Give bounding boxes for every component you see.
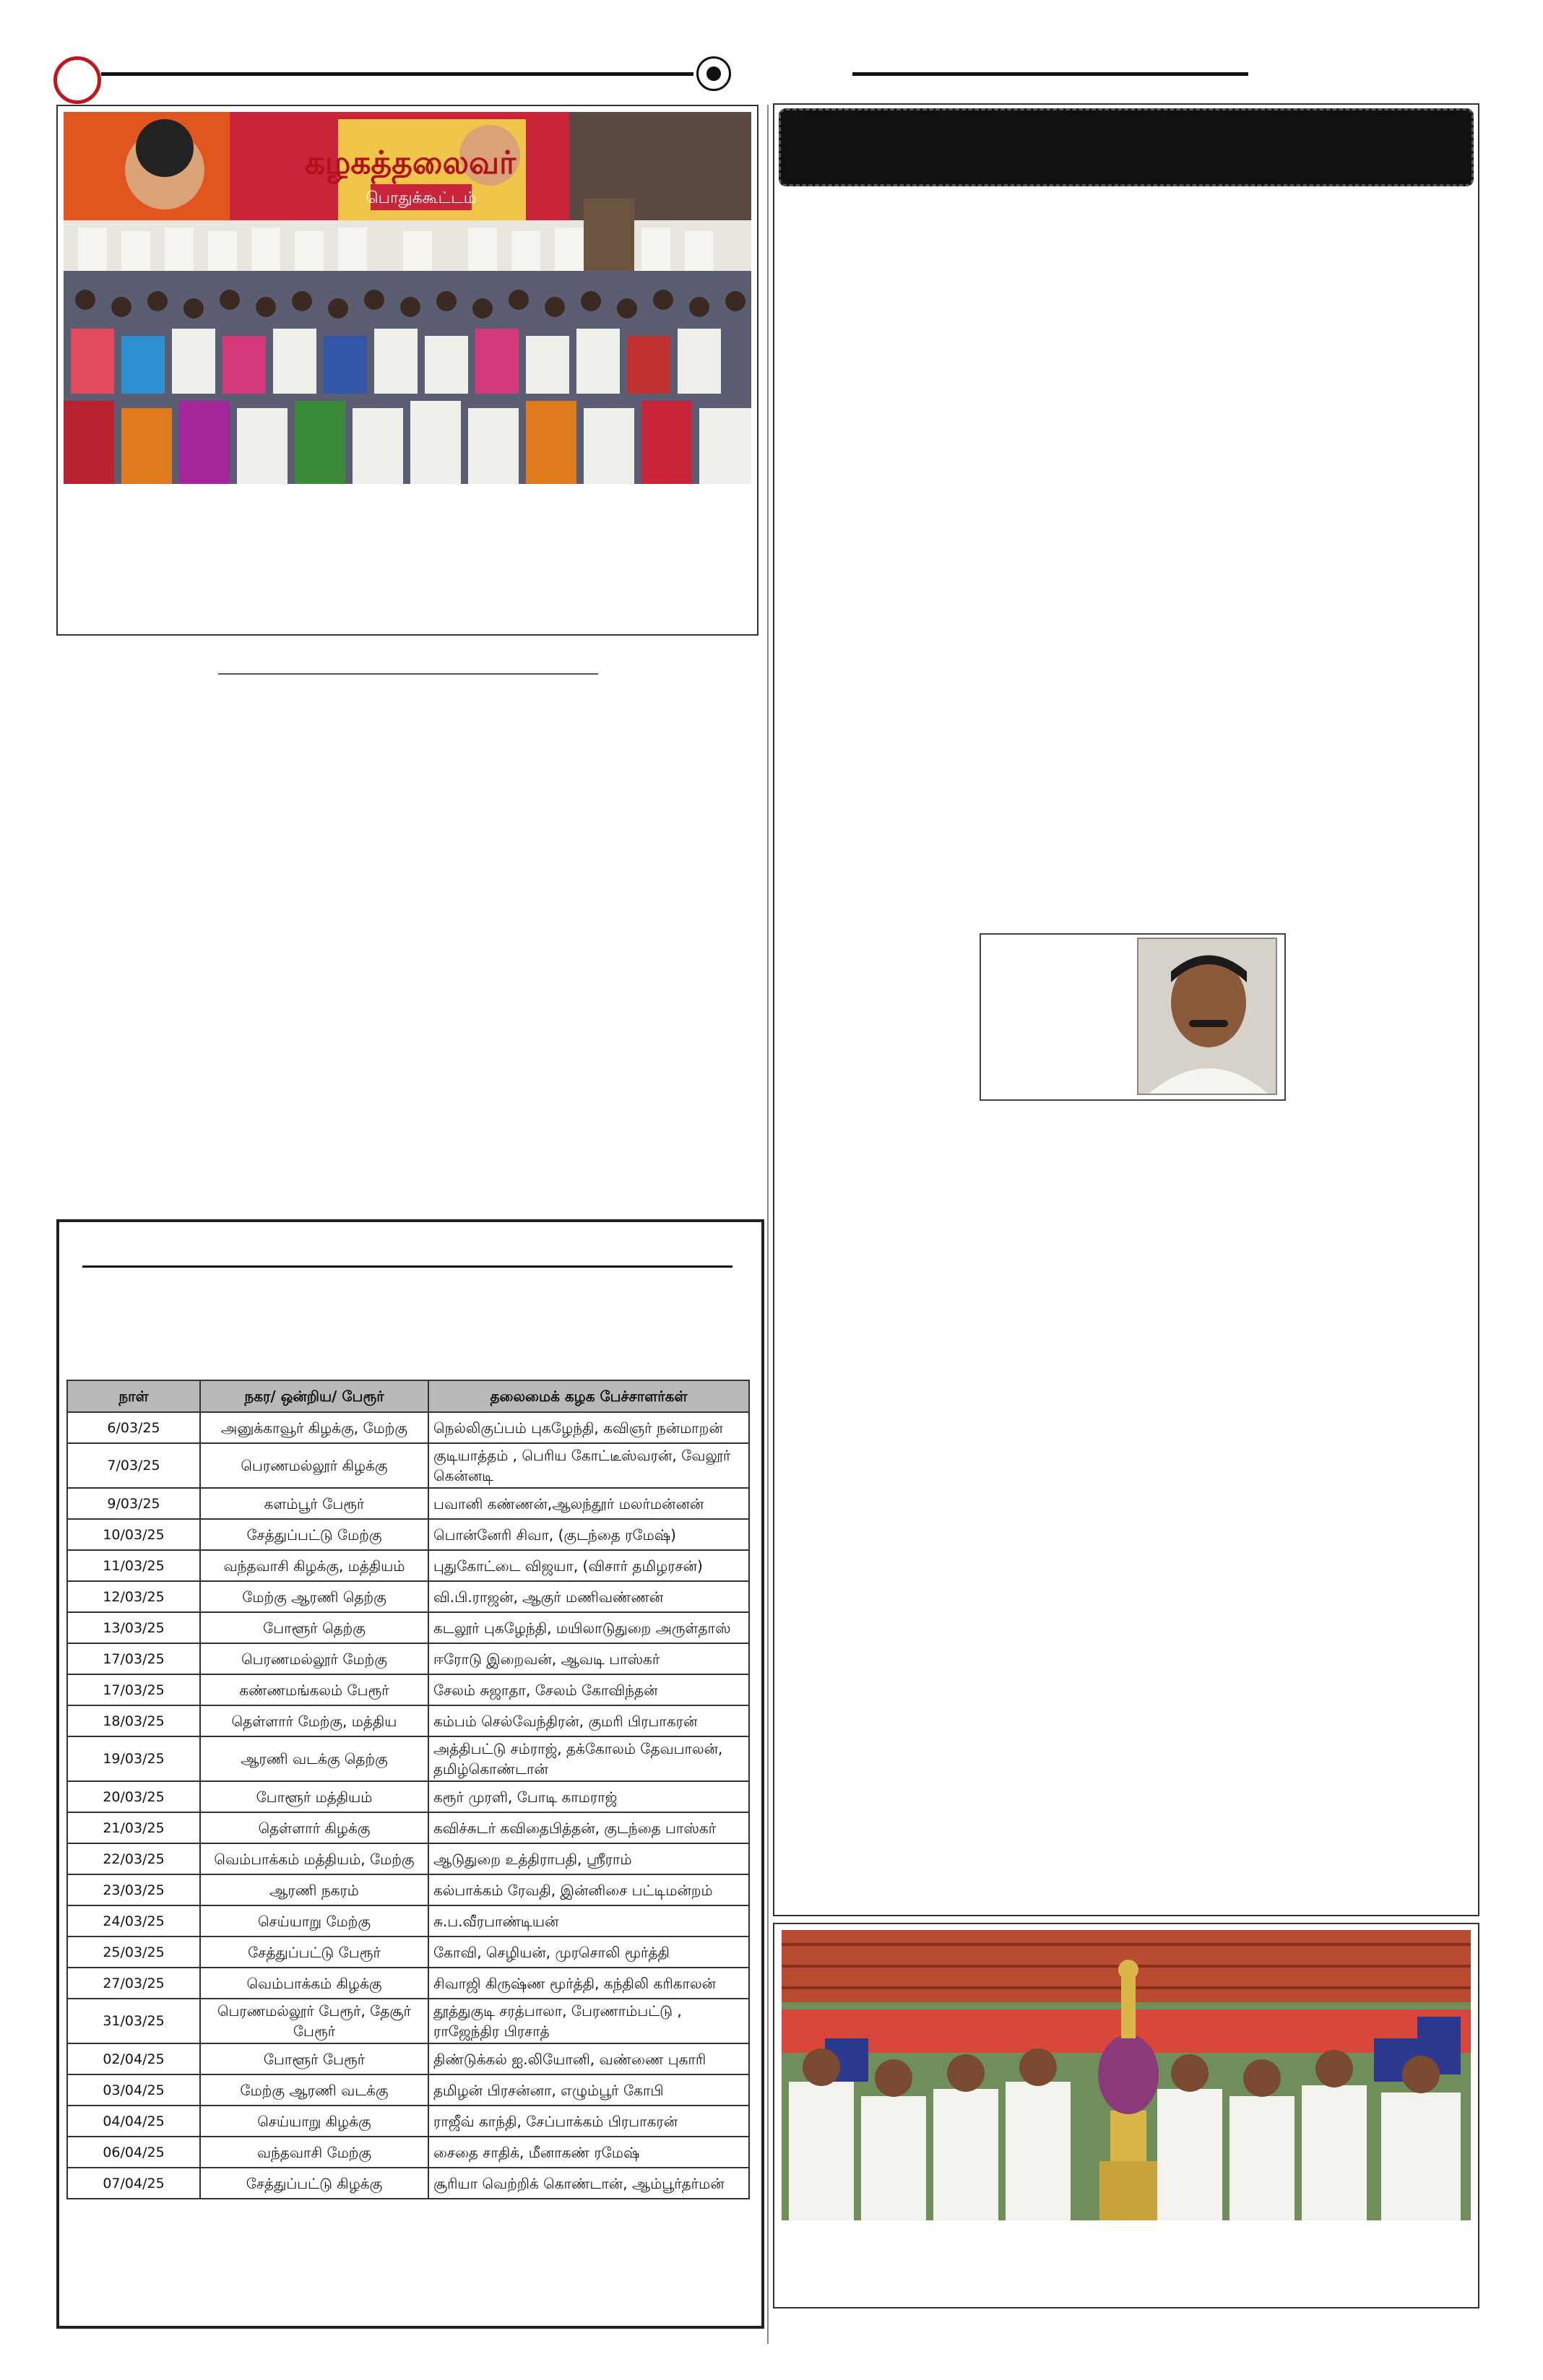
schedule-speakers-cell: திண்டுக்கல் ஐ.லியோனி, வண்ணை புகாரி bbox=[428, 2043, 749, 2074]
header-date: நாள் bbox=[67, 1380, 200, 1412]
schedule-date-cell: 18/03/25 bbox=[67, 1705, 200, 1736]
schedule-date-cell: 21/03/25 bbox=[67, 1812, 200, 1843]
schedule-row bbox=[67, 2137, 749, 2168]
schedule-speakers-cell: சு.ப.வீரபாண்டியன் bbox=[428, 1905, 749, 1937]
schedule-row bbox=[67, 2074, 749, 2106]
schedule-speakers-cell: தூத்துகுடி சரத்பாலா, பேரணாம்பட்டு , ராஜேந்திர பிரசாத் bbox=[428, 1999, 749, 2043]
schedule-town-cell: பெரணமல்லூர் கிழக்கு bbox=[200, 1443, 428, 1488]
portrait-photo bbox=[1137, 938, 1277, 1095]
rally-photo-illustration bbox=[64, 112, 751, 484]
schedule-town-cell: மேற்கு ஆரணி தெற்கு bbox=[200, 1581, 428, 1612]
schedule-date-cell: 07/04/25 bbox=[67, 2168, 200, 2199]
schedule-speakers-cell: சைதை சாதிக், மீனாகண் ரமேஷ் bbox=[428, 2137, 749, 2168]
schedule-row bbox=[67, 1999, 749, 2043]
schedule-row bbox=[67, 1581, 749, 1612]
schedule-row bbox=[67, 1781, 749, 1812]
schedule-town-cell: போளூர் பேரூர் bbox=[200, 2043, 428, 2074]
schedule-town-cell: வந்தவாசி மேற்கு bbox=[200, 2137, 428, 2168]
schedule-town-cell: அனுக்காவூர் கிழக்கு, மேற்கு bbox=[200, 1412, 428, 1443]
schedule-row bbox=[67, 1905, 749, 1937]
schedule-date-cell: 17/03/25 bbox=[67, 1643, 200, 1674]
schedule-row bbox=[67, 1736, 749, 1781]
schedule-speakers-cell: சிவாஜி கிருஷ்ண மூர்த்தி, கந்திலி கரிகாலன் bbox=[428, 1968, 749, 1999]
rally-banner-text-1: கழகத்தலைவர் bbox=[304, 144, 517, 181]
schedule-date-cell: 10/03/25 bbox=[67, 1519, 200, 1550]
left-column-separator bbox=[218, 673, 598, 675]
editorial-header-banner bbox=[779, 108, 1474, 186]
schedule-speakers-cell: ஈரோடு இறைவன், ஆவடி பாஸ்கர் bbox=[428, 1643, 749, 1674]
schedule-date-cell: 25/03/25 bbox=[67, 1937, 200, 1968]
schedule-town-cell: தெள்ளார் கிழக்கு bbox=[200, 1812, 428, 1843]
header-town: நகர/ ஒன்றிய/ பேரூர் bbox=[200, 1380, 428, 1412]
header-rule-right bbox=[852, 72, 1248, 76]
header-speakers: தலைமைக் கழக பேச்சாளர்கள் bbox=[428, 1380, 749, 1412]
schedule-date-cell: 6/03/25 bbox=[67, 1412, 200, 1443]
schedule-speakers-cell: கடலூர் புகழேந்தி, மயிலாடுதுறை அருள்தாஸ் bbox=[428, 1612, 749, 1643]
schedule-date-cell: 22/03/25 bbox=[67, 1843, 200, 1874]
schedule-town-cell: தெள்ளார் மேற்கு, மத்திய bbox=[200, 1705, 428, 1736]
schedule-town-cell: வெம்பாக்கம் மத்தியம், மேற்கு bbox=[200, 1843, 428, 1874]
schedule-town-cell: வெம்பாக்கம் கிழக்கு bbox=[200, 1968, 428, 1999]
schedule-town-cell: பெரணமல்லூர் மேற்கு bbox=[200, 1643, 428, 1674]
schedule-row bbox=[67, 1874, 749, 1905]
schedule-town-cell: கண்ணமங்கலம் பேரூர் bbox=[200, 1674, 428, 1705]
schedule-speakers-cell: சூரியா வெற்றிக் கொண்டான், ஆம்பூர்தர்மன் bbox=[428, 2168, 749, 2199]
schedule-speakers-cell: நெல்லிகுப்பம் புகழேந்தி, கவிஞர் நன்மாறன் bbox=[428, 1412, 749, 1443]
schedule-date-cell: 04/04/25 bbox=[67, 2106, 200, 2137]
schedule-town-cell: ஆரணி வடக்கு தெற்கு bbox=[200, 1736, 428, 1781]
schedule-speakers-cell: கல்பாக்கம் ரேவதி, இன்னிசை பட்டிமன்றம் bbox=[428, 1874, 749, 1905]
schedule-row bbox=[67, 1812, 749, 1843]
schedule-date-cell: 20/03/25 bbox=[67, 1781, 200, 1812]
schedule-row bbox=[67, 1705, 749, 1736]
schedule-date-cell: 7/03/25 bbox=[67, 1443, 200, 1488]
schedule-header-row bbox=[67, 1380, 749, 1412]
schedule-title-rule bbox=[82, 1265, 732, 1268]
column-divider bbox=[767, 105, 769, 2344]
schedule-speakers-cell: ராஜீவ் காந்தி, சேப்பாக்கம் பிரபாகரன் bbox=[428, 2106, 749, 2137]
schedule-row bbox=[67, 1612, 749, 1643]
schedule-row bbox=[67, 1412, 749, 1443]
schedule-town-cell: போளூர் தெற்கு bbox=[200, 1612, 428, 1643]
schedule-date-cell: 23/03/25 bbox=[67, 1874, 200, 1905]
schedule-row bbox=[67, 1643, 749, 1674]
schedule-date-cell: 12/03/25 bbox=[67, 1581, 200, 1612]
rising-sun-emblem-icon bbox=[696, 56, 731, 91]
schedule-town-cell: ஆரணி நகரம் bbox=[200, 1874, 428, 1905]
schedule-town-cell: களம்பூர் பேரூர் bbox=[200, 1488, 428, 1519]
schedule-row bbox=[67, 1674, 749, 1705]
schedule-town-cell: போளூர் மத்தியம் bbox=[200, 1781, 428, 1812]
schedule-date-cell: 31/03/25 bbox=[67, 1999, 200, 2043]
schedule-speakers-cell: பொன்னேரி சிவா, (குடந்தை ரமேஷ்) bbox=[428, 1519, 749, 1550]
schedule-row bbox=[67, 1937, 749, 1968]
schedule-date-cell: 11/03/25 bbox=[67, 1550, 200, 1581]
schedule-date-cell: 06/04/25 bbox=[67, 2137, 200, 2168]
portrait-illustration bbox=[1138, 939, 1277, 1095]
schedule-speakers-cell: குடியாத்தம் , பெரிய கோட்டீஸ்வரன், வேலூர் கென்னடி bbox=[428, 1443, 749, 1488]
schedule-date-cell: 19/03/25 bbox=[67, 1736, 200, 1781]
schedule-row bbox=[67, 1488, 749, 1519]
schedule-speakers-cell: பவானி கண்ணன்,ஆலந்தூர் மலர்மன்னன் bbox=[428, 1488, 749, 1519]
page-number-circle bbox=[53, 56, 101, 104]
trophy-presentation-photo bbox=[782, 1930, 1471, 2220]
schedule-speakers-cell: ஆடுதுறை உத்திராபதி, ஸ்ரீராம் bbox=[428, 1843, 749, 1874]
rally-banner-text-2: பொதுக்கூட்டம் bbox=[366, 189, 477, 207]
schedule-speakers-cell: கரூர் முரளி, போடி காமராஜ் bbox=[428, 1781, 749, 1812]
schedule-row bbox=[67, 1550, 749, 1581]
schedule-row bbox=[67, 2043, 749, 2074]
schedule-row bbox=[67, 2168, 749, 2199]
schedule-date-cell: 17/03/25 bbox=[67, 1674, 200, 1705]
schedule-town-cell: மேற்கு ஆரணி வடக்கு bbox=[200, 2074, 428, 2106]
schedule-date-cell: 9/03/25 bbox=[67, 1488, 200, 1519]
trophy-photo-illustration bbox=[782, 1930, 1471, 2220]
schedule-table bbox=[66, 1380, 750, 2199]
schedule-speakers-cell: தமிழன் பிரசன்னா, எழும்பூர் கோபி bbox=[428, 2074, 749, 2106]
schedule-date-cell: 24/03/25 bbox=[67, 1905, 200, 1937]
schedule-body bbox=[67, 1412, 749, 2199]
schedule-town-cell: செய்யாறு மேற்கு bbox=[200, 1905, 428, 1937]
schedule-speakers-cell: புதுகோட்டை விஜயா, (விசார் தமிழரசன்) bbox=[428, 1550, 749, 1581]
schedule-row bbox=[67, 1443, 749, 1488]
schedule-speakers-cell: அத்திபட்டு சம்ராஜ், தக்கோலம் தேவபாலன், தமிழ்கொண்டான் bbox=[428, 1736, 749, 1781]
schedule-town-cell: செய்யாறு கிழக்கு bbox=[200, 2106, 428, 2137]
schedule-row bbox=[67, 1843, 749, 1874]
schedule-speakers-cell: வி.பி.ராஜன், ஆகுர் மணிவண்ணன் bbox=[428, 1581, 749, 1612]
schedule-speakers-cell: கோவி, செழியன், முரசொலி மூர்த்தி bbox=[428, 1937, 749, 1968]
schedule-date-cell: 03/04/25 bbox=[67, 2074, 200, 2106]
schedule-date-cell: 02/04/25 bbox=[67, 2043, 200, 2074]
schedule-speakers-cell: கவிச்சுடர் கவிதைபித்தன், குடந்தை பாஸ்கர் bbox=[428, 1812, 749, 1843]
schedule-town-cell: சேத்துப்பட்டு மேற்கு bbox=[200, 1519, 428, 1550]
schedule-town-cell: பெரணமல்லூர் பேரூர், தேசூர் பேரூர் bbox=[200, 1999, 428, 2043]
schedule-date-cell: 13/03/25 bbox=[67, 1612, 200, 1643]
schedule-town-cell: சேத்துப்பட்டு கிழக்கு bbox=[200, 2168, 428, 2199]
schedule-row bbox=[67, 1519, 749, 1550]
schedule-date-cell: 27/03/25 bbox=[67, 1968, 200, 1999]
schedule-speakers-cell: கம்பம் செல்வேந்திரன், குமரி பிரபாகரன் bbox=[428, 1705, 749, 1736]
political-rally-photo bbox=[64, 112, 751, 484]
schedule-speakers-cell: சேலம் சுஜாதா, சேலம் கோவிந்தன் bbox=[428, 1674, 749, 1705]
header-rule-left bbox=[101, 72, 693, 76]
schedule-town-cell: வந்தவாசி கிழக்கு, மத்தியம் bbox=[200, 1550, 428, 1581]
schedule-row bbox=[67, 2106, 749, 2137]
schedule-row bbox=[67, 1968, 749, 1999]
schedule-town-cell: சேத்துப்பட்டு பேரூர் bbox=[200, 1937, 428, 1968]
